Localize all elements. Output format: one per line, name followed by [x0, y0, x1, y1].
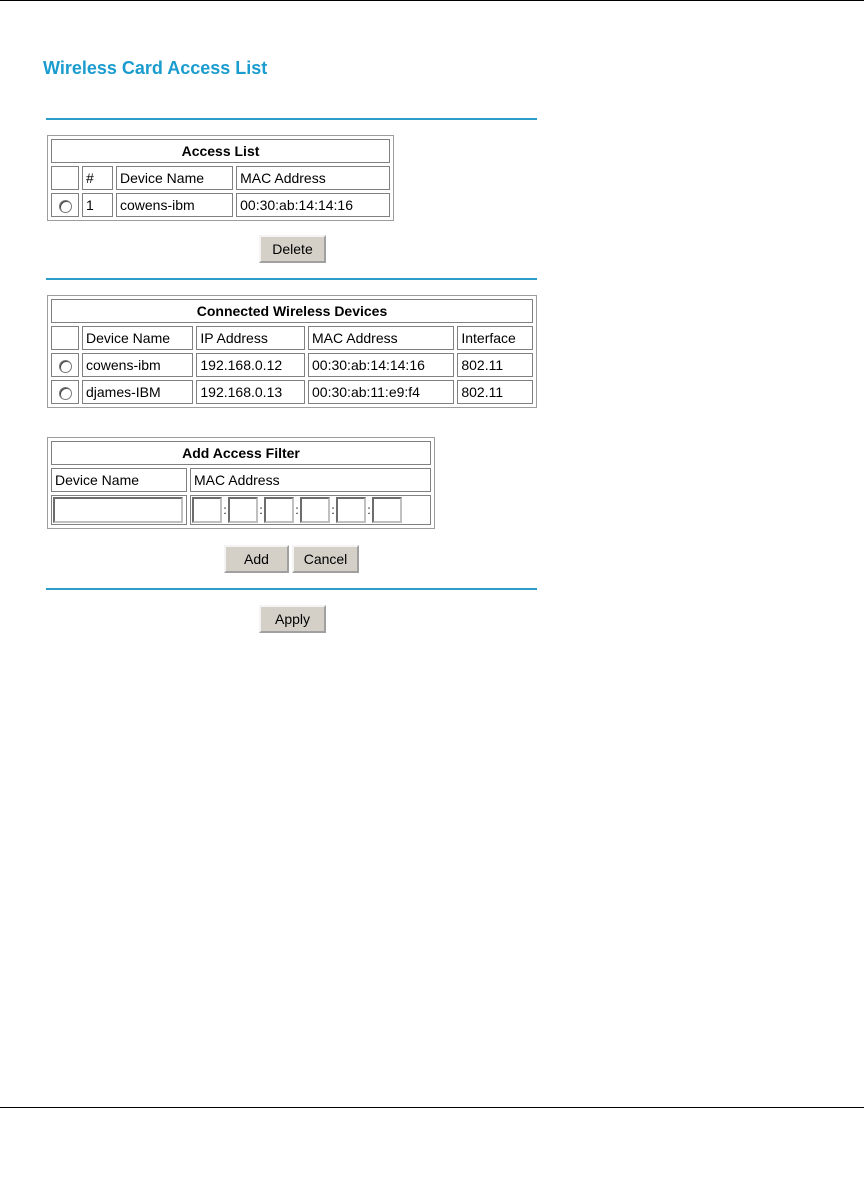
column-header-number: # — [82, 166, 113, 190]
add-access-filter-title: Add Access Filter — [51, 441, 431, 465]
device-name-cell — [51, 495, 187, 525]
row-number: 1 — [82, 193, 113, 217]
device-name-label: Device Name — [51, 468, 187, 492]
page-bottom-rule — [0, 1107, 864, 1108]
access-list-header-row — [51, 166, 390, 190]
row-device-name: djames-IBM — [82, 380, 193, 404]
add-filter-header-row — [51, 468, 431, 492]
access-list-title: Access List — [51, 139, 390, 163]
mac-address-label: MAC Address — [190, 468, 431, 492]
separator-bottom — [46, 588, 537, 590]
mac-address-cell — [190, 495, 431, 525]
page-top-rule — [0, 0, 864, 1]
row-ip-address: 192.168.0.12 — [196, 353, 305, 377]
access-list-row-radio[interactable] — [59, 200, 72, 213]
row-select-cell — [51, 380, 79, 404]
device-name-input[interactable] — [53, 497, 183, 523]
connected-devices-table — [47, 295, 537, 408]
mac-separator: : — [223, 503, 227, 517]
row-select-cell — [51, 193, 79, 217]
column-header-mac-address: MAC Address — [236, 166, 390, 190]
delete-button[interactable]: Delete — [259, 235, 326, 263]
access-list-table — [47, 135, 394, 221]
row-device-name: cowens-ibm — [116, 193, 233, 217]
mac-separator: : — [295, 503, 299, 517]
add-button[interactable]: Add — [224, 545, 289, 573]
table-row — [51, 380, 533, 404]
connected-devices-title: Connected Wireless Devices — [51, 299, 533, 323]
row-interface: 802.11 — [457, 380, 533, 404]
separator-middle — [46, 278, 537, 280]
apply-button[interactable]: Apply — [259, 605, 326, 633]
row-device-name: cowens-ibm — [82, 353, 193, 377]
column-header-device-name: Device Name — [116, 166, 233, 190]
connected-device-radio[interactable] — [59, 360, 72, 373]
row-mac-address: 00:30:ab:14:14:16 — [236, 193, 390, 217]
mac-octet-2-input[interactable] — [228, 497, 258, 523]
add-filter-input-row — [51, 495, 431, 525]
connected-device-radio[interactable] — [59, 387, 72, 400]
column-header-select — [51, 166, 79, 190]
mac-separator: : — [331, 503, 335, 517]
mac-separator: : — [367, 503, 371, 517]
column-header-select — [51, 326, 79, 350]
table-row — [51, 193, 390, 217]
mac-octet-5-input[interactable] — [336, 497, 366, 523]
row-mac-address: 00:30:ab:11:e9:f4 — [308, 380, 454, 404]
row-select-cell — [51, 353, 79, 377]
column-header-mac-address: MAC Address — [308, 326, 454, 350]
mac-octet-4-input[interactable] — [300, 497, 330, 523]
column-header-ip-address: IP Address — [196, 326, 305, 350]
column-header-interface: Interface — [457, 326, 533, 350]
row-interface: 802.11 — [457, 353, 533, 377]
connected-devices-header-row — [51, 326, 533, 350]
row-mac-address: 00:30:ab:14:14:16 — [308, 353, 454, 377]
mac-octet-1-input[interactable] — [192, 497, 222, 523]
add-access-filter-table — [47, 437, 435, 529]
cancel-button[interactable]: Cancel — [292, 545, 359, 573]
page-title: Wireless Card Access List — [43, 58, 268, 78]
table-row — [51, 353, 533, 377]
row-ip-address: 192.168.0.13 — [196, 380, 305, 404]
mac-separator: : — [259, 503, 263, 517]
column-header-device-name: Device Name — [82, 326, 193, 350]
mac-octet-6-input[interactable] — [372, 497, 402, 523]
mac-octet-3-input[interactable] — [264, 497, 294, 523]
separator-top — [46, 118, 537, 120]
